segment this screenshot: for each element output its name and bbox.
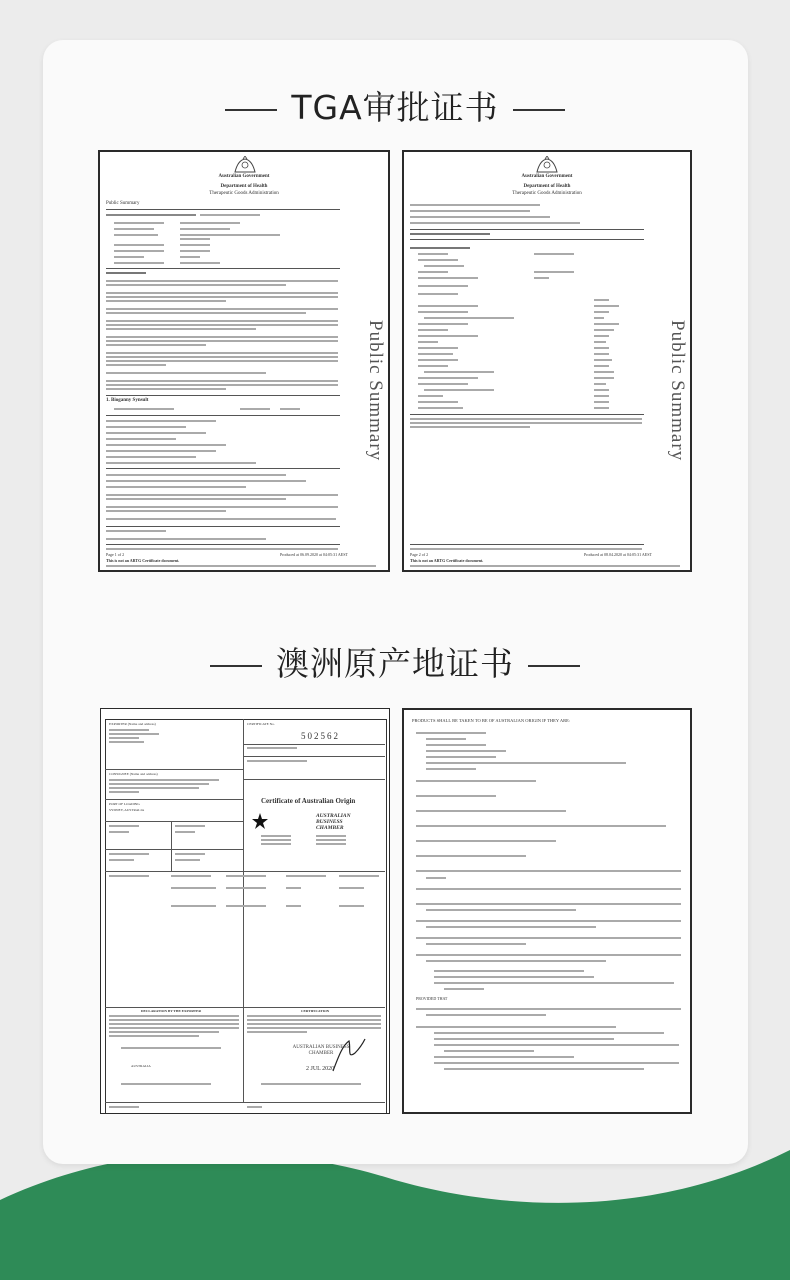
text-line: [106, 280, 338, 282]
text-line: [109, 1027, 239, 1029]
text-line: [247, 747, 297, 749]
text-line: [594, 353, 609, 355]
text-line: [418, 305, 478, 307]
text-line: [106, 324, 338, 326]
text-line: [247, 1019, 381, 1021]
divider: [410, 544, 644, 545]
tga-title-text: TGA审批证书: [291, 88, 499, 127]
text-line: [286, 887, 301, 889]
product-name: 1. Bioganny Synsult: [106, 398, 149, 403]
text-line: [416, 795, 496, 797]
certificate-title: Certificate of Australian Origin: [261, 797, 356, 805]
footer-page: Page 1 of 2: [106, 552, 125, 557]
text-line: [434, 1056, 574, 1058]
chamber-stamp: AUSTRALIAN BUSINESS CHAMBER: [292, 1045, 350, 1056]
text-line: [247, 1031, 307, 1033]
text-line: [109, 1023, 239, 1025]
text-line: [106, 432, 206, 434]
text-line: [444, 1068, 644, 1070]
text-line: [316, 839, 346, 841]
divider: [105, 769, 243, 770]
tga-certificate-page-1: [98, 150, 390, 572]
text-line: [594, 299, 609, 301]
text-line: [109, 853, 149, 855]
text-line: [424, 389, 494, 391]
text-line: [410, 426, 530, 428]
text-line: [594, 305, 619, 307]
text-line: [114, 262, 164, 264]
text-line: [106, 320, 338, 322]
text-line: [444, 988, 484, 990]
text-line: [416, 1026, 616, 1028]
text-line: [261, 1083, 361, 1085]
text-line: [426, 744, 486, 746]
text-line: [594, 317, 604, 319]
text-line: [106, 538, 266, 540]
text-line: [418, 277, 478, 279]
text-line: [594, 389, 609, 391]
text-line: [114, 250, 164, 252]
text-line: [416, 870, 681, 872]
text-line: [109, 737, 139, 739]
text-line: [418, 365, 448, 367]
text-line: [109, 875, 149, 877]
text-line: [109, 1031, 219, 1033]
text-line: [106, 486, 246, 488]
text-line: [106, 356, 338, 358]
text-line: [426, 1014, 546, 1016]
text-line: [410, 418, 642, 420]
exporter-label: EXPORTER (Name and address): [109, 722, 156, 726]
text-line: [240, 408, 270, 410]
text-line: [594, 365, 609, 367]
tga-certificate-page-2: [402, 150, 692, 572]
text-line: [410, 210, 530, 212]
footer-note: This is not an ARTG Certificate document.: [106, 558, 180, 563]
text-line: [247, 760, 307, 762]
text-line: [339, 875, 379, 877]
text-line: [534, 277, 549, 279]
text-line: [180, 222, 240, 224]
text-line: [106, 292, 338, 294]
text-line: [418, 407, 463, 409]
text-line: [316, 843, 346, 845]
text-line: [180, 262, 220, 264]
text-line: [426, 877, 446, 879]
text-line: [418, 323, 468, 325]
divider: [243, 1007, 244, 1102]
text-line: [416, 920, 681, 922]
text-line: [106, 360, 338, 362]
text-line: [106, 426, 186, 428]
text-line: [114, 222, 164, 224]
divider: [410, 239, 644, 240]
provided-heading: PROVIDED THAT: [416, 996, 448, 1001]
text-line: [106, 518, 336, 520]
text-line: [426, 926, 596, 928]
text-line: [534, 253, 574, 255]
origin-rules-page: [402, 708, 692, 1114]
divider: [106, 268, 340, 269]
divider: [410, 229, 644, 230]
text-line: [594, 383, 606, 385]
text-line: [175, 853, 205, 855]
text-line: [426, 768, 476, 770]
text-line: [109, 791, 139, 793]
text-line: [418, 341, 438, 343]
text-line: [426, 756, 496, 758]
text-line: [106, 284, 286, 286]
text-line: [175, 831, 195, 833]
agency-name: Therapeutic Goods Administration: [512, 191, 582, 196]
text-line: [594, 377, 614, 379]
text-line: [418, 347, 458, 349]
footer-page: Page 2 of 2: [410, 552, 429, 557]
text-line: [200, 214, 260, 216]
text-line: [106, 450, 216, 452]
text-line: [410, 222, 580, 224]
text-line: [180, 250, 210, 252]
title-dash-left: [225, 109, 277, 111]
text-line: [418, 259, 458, 261]
text-line: [261, 839, 291, 841]
text-line: [316, 835, 346, 837]
text-line: [434, 970, 584, 972]
divider: [105, 849, 243, 850]
country-value: AUSTRALIA: [131, 1064, 151, 1068]
text-line: [114, 228, 154, 230]
footer-produced: Produced at 06.09.2020 at 04:05:31 AEST: [280, 552, 348, 557]
text-line: [106, 548, 338, 550]
divider: [171, 821, 172, 871]
section-title-origin: [0, 638, 790, 685]
text-line: [121, 1083, 211, 1085]
text-line: [109, 831, 129, 833]
text-line: [424, 371, 494, 373]
text-line: [109, 729, 149, 731]
text-line: [434, 976, 594, 978]
text-line: [106, 296, 338, 298]
text-line: [426, 762, 626, 764]
origin-title-text: 澳洲原产地证书: [276, 644, 514, 683]
text-line: [594, 335, 609, 337]
text-line: [109, 741, 144, 743]
text-line: [416, 1008, 681, 1010]
divider: [243, 719, 244, 1014]
text-line: [410, 233, 490, 235]
text-line: [226, 875, 266, 877]
text-line: [426, 943, 526, 945]
text-line: [418, 383, 468, 385]
text-line: [109, 1019, 239, 1021]
text-line: [418, 285, 468, 287]
text-line: [426, 738, 466, 740]
text-line: [339, 887, 364, 889]
coat-of-arms-icon: [232, 156, 258, 174]
text-line: [109, 787, 199, 789]
text-line: [109, 825, 139, 827]
text-line: [534, 271, 574, 273]
text-line: [171, 887, 216, 889]
port-label: PORT OF LOADING: [109, 802, 140, 806]
text-line: [594, 311, 609, 313]
text-line: [121, 1047, 221, 1049]
divider: [410, 414, 644, 415]
text-line: [594, 341, 606, 343]
text-line: [416, 732, 486, 734]
text-line: [226, 887, 266, 889]
text-line: [444, 1050, 534, 1052]
text-line: [106, 214, 196, 216]
text-line: [418, 401, 458, 403]
divider: [106, 395, 340, 396]
text-line: [594, 359, 612, 361]
text-line: [247, 1027, 381, 1029]
gov-name: Australian Government: [218, 174, 270, 179]
text-line: [426, 909, 576, 911]
declaration-heading: DECLARATION BY THE EXPORTER: [141, 1009, 202, 1013]
text-line: [261, 843, 291, 845]
text-line: [109, 859, 134, 861]
text-line: [114, 256, 144, 258]
public-summary-side-label: Public Summary: [667, 320, 688, 462]
text-line: [416, 840, 556, 842]
text-line: [434, 1062, 679, 1064]
divider: [106, 468, 340, 469]
text-line: [114, 244, 164, 246]
text-line: [418, 293, 458, 295]
text-line: [106, 462, 256, 464]
text-line: [286, 875, 326, 877]
text-line: [434, 982, 674, 984]
section-title-tga: [0, 82, 790, 129]
text-line: [247, 1106, 262, 1108]
divider: [106, 526, 340, 527]
public-summary-heading: Public Summary: [106, 201, 140, 206]
text-line: [247, 1015, 381, 1017]
text-line: [171, 875, 211, 877]
text-line: [106, 340, 338, 342]
text-line: [434, 1044, 679, 1046]
footer-produced: Produced at 08.04.2020 at 04:05:31 AEST: [584, 552, 652, 557]
text-line: [106, 506, 338, 508]
star-logo-icon: [251, 812, 269, 830]
text-line: [418, 353, 453, 355]
text-line: [416, 888, 681, 890]
text-line: [106, 388, 226, 390]
text-line: [416, 903, 681, 905]
stamp-date: 2 JUL 2020: [306, 1066, 335, 1072]
text-line: [594, 371, 614, 373]
text-line: [418, 335, 478, 337]
text-line: [106, 494, 338, 496]
text-line: [106, 300, 226, 302]
divider: [105, 871, 385, 872]
text-line: [106, 344, 206, 346]
certification-heading: CERTIFICATION: [301, 1009, 330, 1013]
text-line: [418, 395, 443, 397]
public-summary-side-label: Public Summary: [365, 320, 386, 462]
text-line: [416, 855, 526, 857]
text-line: [416, 780, 536, 782]
divider: [243, 756, 385, 757]
text-line: [114, 408, 174, 410]
dept-name: Department of Health: [220, 184, 268, 189]
text-line: [175, 825, 205, 827]
dept-name: Department of Health: [523, 184, 571, 189]
text-line: [180, 244, 210, 246]
text-line: [106, 480, 306, 482]
divider: [106, 544, 340, 545]
text-line: [418, 329, 448, 331]
text-line: [106, 510, 226, 512]
text-line: [106, 498, 286, 500]
divider: [106, 415, 340, 416]
text-line: [424, 317, 514, 319]
text-line: [594, 329, 614, 331]
text-line: [106, 474, 286, 476]
text-line: [410, 565, 680, 567]
consignee-label: CONSIGNEE (Name and address): [109, 772, 158, 776]
footer-note: This is not an ARTG Certificate document.: [410, 558, 484, 563]
divider: [105, 1007, 385, 1008]
text-line: [594, 407, 609, 409]
text-line: [106, 364, 166, 366]
text-line: [426, 960, 606, 962]
text-line: [594, 395, 609, 397]
divider: [105, 799, 243, 800]
text-line: [106, 336, 338, 338]
title-dash-left: [210, 665, 262, 667]
gov-name: Australian Government: [521, 174, 573, 179]
text-line: [418, 271, 448, 273]
text-line: [106, 328, 256, 330]
text-line: [106, 352, 338, 354]
text-line: [109, 1106, 139, 1108]
text-line: [106, 444, 226, 446]
rules-heading: PRODUCTS SHALL BE TAKEN TO BE OF AUSTRALIAN ORIGIN IF THEY ARE:: [412, 718, 571, 723]
text-line: [416, 937, 681, 939]
text-line: [180, 256, 200, 258]
text-line: [594, 347, 609, 349]
coat-of-arms-icon: [534, 156, 560, 174]
text-line: [106, 308, 338, 310]
text-line: [410, 548, 642, 550]
text-line: [424, 265, 464, 267]
signature-icon: [329, 1035, 369, 1075]
text-line: [109, 1035, 199, 1037]
text-line: [286, 905, 301, 907]
text-line: [410, 247, 470, 249]
text-line: [109, 779, 219, 781]
text-line: [180, 228, 230, 230]
text-line: [410, 204, 540, 206]
text-line: [106, 565, 376, 567]
text-line: [106, 380, 338, 382]
text-line: [106, 272, 146, 274]
title-dash-right: [528, 665, 580, 667]
text-line: [261, 835, 291, 837]
text-line: [180, 238, 210, 240]
text-line: [280, 408, 300, 410]
text-line: [106, 384, 338, 386]
text-line: [594, 323, 619, 325]
divider: [243, 779, 385, 780]
divider: [105, 821, 243, 822]
certificate-number: 502562: [301, 731, 340, 741]
text-line: [114, 234, 158, 236]
text-line: [416, 825, 666, 827]
text-line: [109, 733, 159, 735]
text-line: [418, 359, 458, 361]
agency-name: Therapeutic Goods Administration: [209, 191, 279, 196]
text-line: [594, 401, 609, 403]
text-line: [109, 783, 209, 785]
text-line: [106, 420, 216, 422]
text-line: [247, 1023, 381, 1025]
text-line: [410, 422, 642, 424]
text-line: [106, 372, 266, 374]
text-line: [339, 905, 364, 907]
text-line: [418, 253, 448, 255]
port-value: SYDNEY, AUSTRALIA: [109, 808, 145, 812]
text-line: [410, 216, 550, 218]
text-line: [106, 438, 176, 440]
text-line: [175, 859, 200, 861]
text-line: [226, 905, 266, 907]
certificate-no-label: CERTIFICATE No.: [247, 722, 275, 726]
certificate-of-origin-form: [100, 708, 390, 1114]
title-dash-right: [513, 109, 565, 111]
text-line: [171, 905, 216, 907]
text-line: [416, 810, 566, 812]
text-line: [418, 377, 478, 379]
divider: [243, 744, 385, 745]
text-line: [416, 954, 681, 956]
text-line: [106, 312, 306, 314]
text-line: [434, 1038, 614, 1040]
text-line: [434, 1032, 664, 1034]
text-line: [106, 530, 166, 532]
divider: [106, 209, 340, 210]
text-line: [109, 1015, 239, 1017]
text-line: [426, 750, 506, 752]
text-line: [180, 234, 280, 236]
text-line: [106, 456, 196, 458]
chamber-logo: AUSTRALIAN BUSINESS CHAMBER: [316, 813, 351, 831]
divider: [105, 1102, 385, 1103]
text-line: [418, 311, 468, 313]
